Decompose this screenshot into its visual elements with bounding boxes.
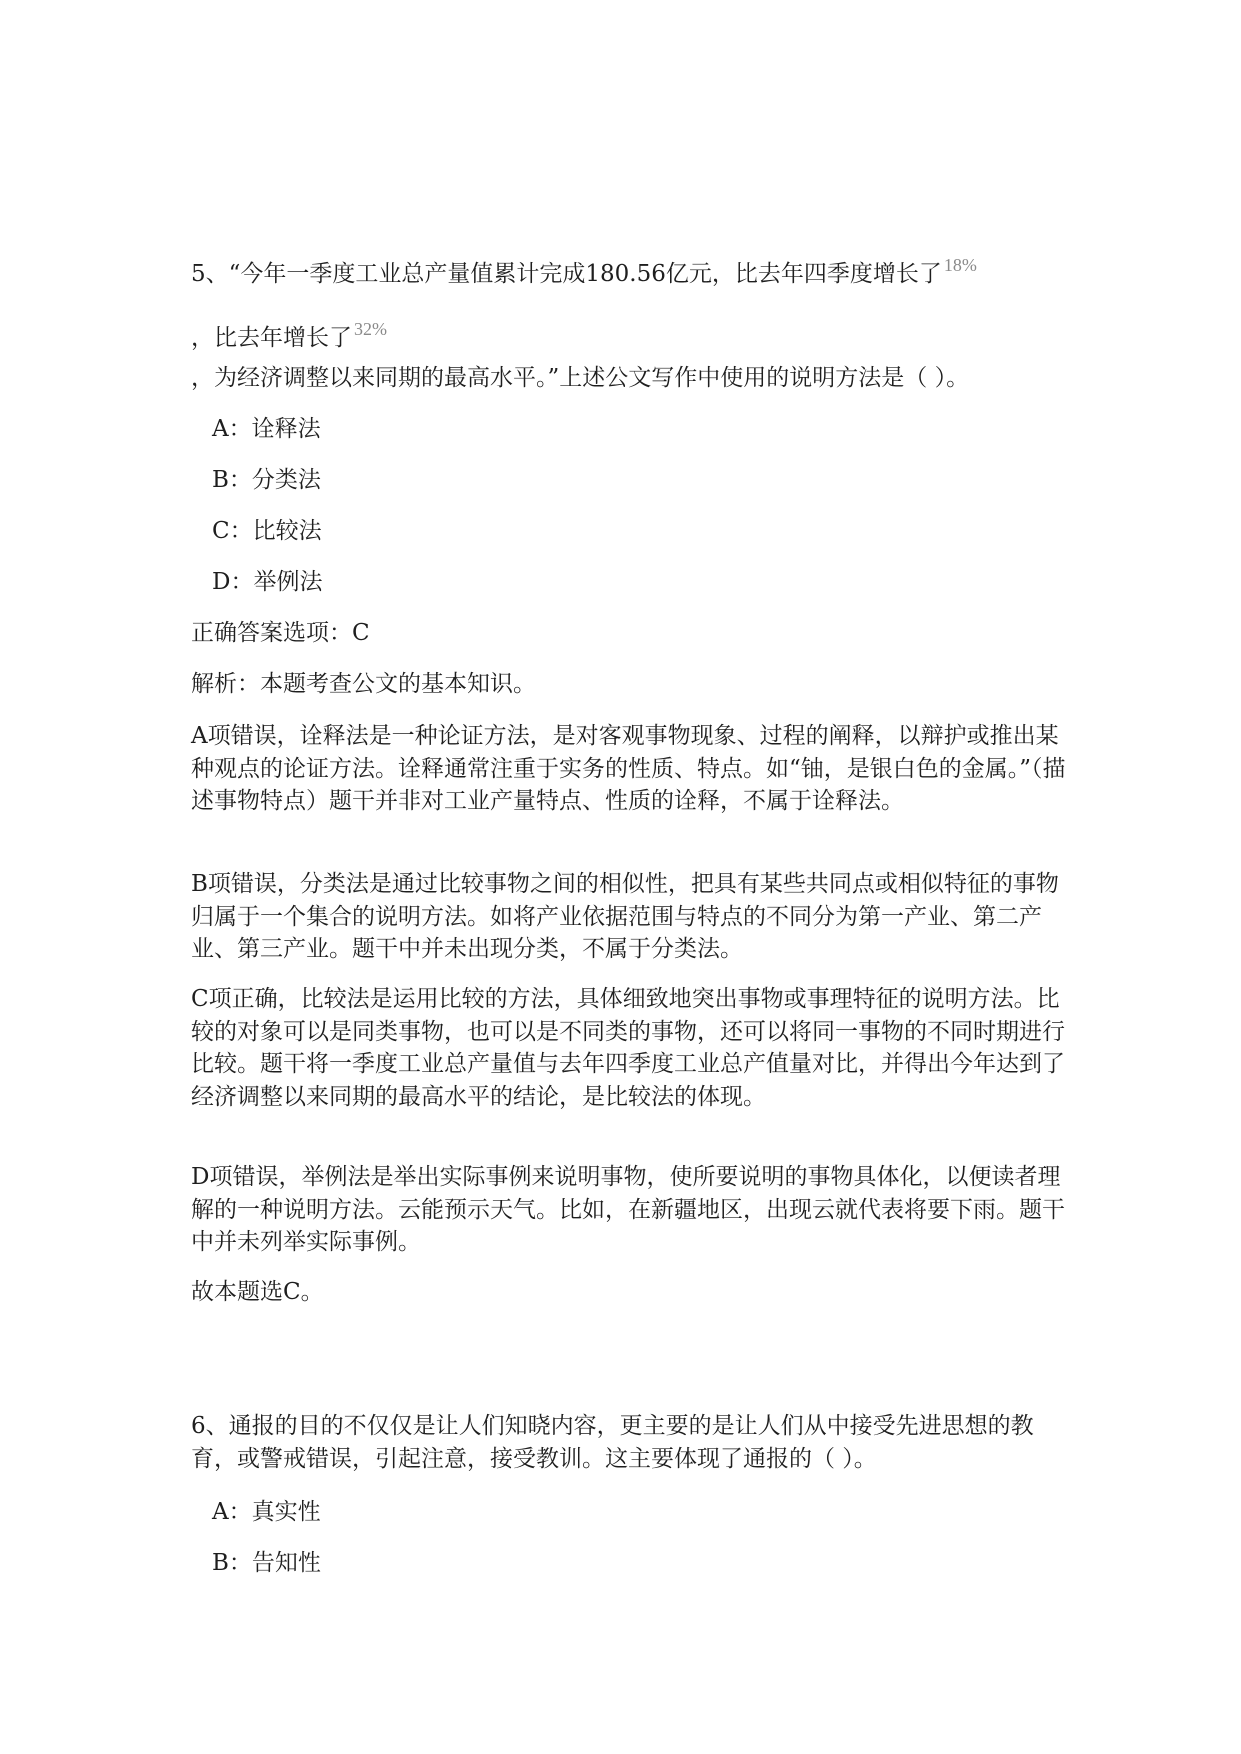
q5-option-d: D：举例法 (212, 569, 323, 595)
q5-analysis-option-a: A项错误，诠释法是一种论证方法，是对客观事物现象、过程的阐释，以辩护或推出某种观点的论证方法。诠释通常注重于实务的性质、特点。如“铀，是银白色的金属。”（描述事物特点）题干并非对工业产量特点、性质的诠释，不属于诠释法。 (191, 723, 1066, 814)
q5-option-a: A：诠释法 (212, 416, 321, 442)
q5-percent-image-1: 18% (943, 255, 977, 275)
q5-option-c: C：比较法 (212, 518, 322, 544)
q5-stem-line1: 5、“今年一季度工业总产量值累计完成180.56亿元，比去年四季度增长了 $^{18\%}$ (191, 255, 977, 287)
q6-option-a: A：真实性 (212, 1499, 321, 1525)
q5-option-b: B：分类法 (212, 467, 321, 493)
q5-correct-answer: 正确答案选项：C (191, 620, 370, 646)
q5-conclusion: 故本题选C。 (191, 1279, 324, 1305)
q6-stem: 6、通报的目的不仅仅是让人们知晓内容，更主要的是让人们从中接受先进思想的教育，或警戒错误，引起注意，接受教训。这主要体现了通报的（ ）。 (191, 1413, 1034, 1472)
q5-analysis-option-d: D项错误，举例法是举出实际事例来说明事物，使所要说明的事物具体化，以便读者理解的一种说明方法。云能预示天气。比如，在新疆地区，出现云就代表将要下雨。题干中并未列举实际事例。 (191, 1164, 1065, 1255)
q5-stem-line2: ，比去年增长了 $^{32\%}$ (191, 319, 387, 351)
q5-analysis-option-b: B项错误，分类法是通过比较事物之间的相似性，把具有某些共同点或相似特征的事物归属于一个集合的说明方法。如将产业依据范围与特点的不同分为第一产业、第二产业、第三产业。题干中并未出现分类，不属于分类法。 (191, 871, 1059, 962)
q5-analysis-title: 解析：本题考查公文的基本知识。 (191, 671, 536, 697)
q5-analysis-option-c: C项正确，比较法是运用比较的方法，具体细致地突出事物或事理特征的说明方法。比较的对象可以是同类事物，也可以是不同类的事物，还可以将同一事物的不同时期进行比较。题干将一季度工业总产量值与去年四季度工业总产值量对比，并得出今年达到了经济调整以来同期的最高水平的结论，是比较法的体现。 (191, 986, 1065, 1110)
q6-option-b: B：告知性 (212, 1550, 321, 1576)
q5-stem-line3: ，为经济调整以来同期的最高水平。”上述公文写作中使用的说明方法是（ ）。 (191, 365, 970, 391)
q5-percent-image-2: 32% (354, 319, 387, 339)
